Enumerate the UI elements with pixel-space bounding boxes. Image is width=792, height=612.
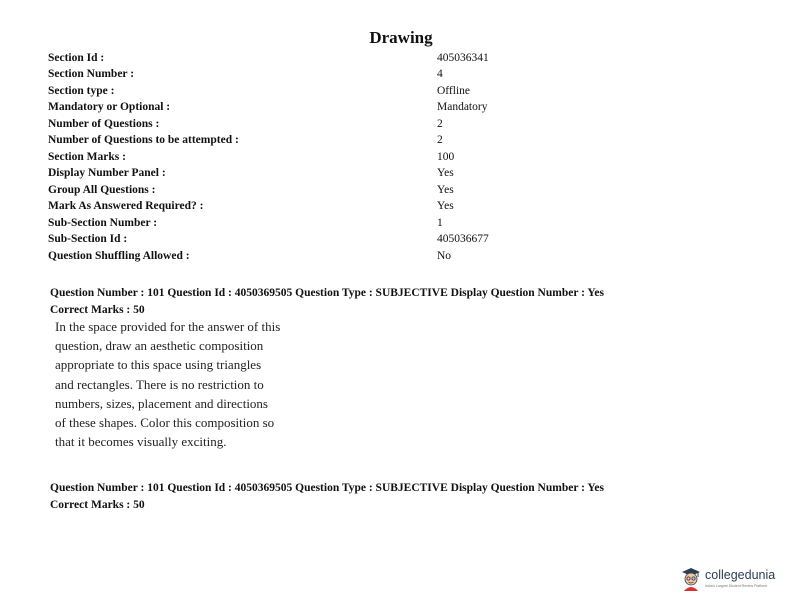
info-value: 4 <box>437 68 443 80</box>
question-header <box>50 285 750 319</box>
info-value: Offline <box>437 85 471 97</box>
info-value: Mandatory <box>437 101 488 113</box>
student-mascot-icon <box>680 567 702 591</box>
info-label: Mark As Answered Required? : <box>48 200 204 212</box>
collegedunia-logo <box>680 565 790 595</box>
question-text: In the space provided for the answer of this question, draw an aesthetic composition appropriate to this space using triangles and rectangles. There is no restriction to numbers, sizes, placement and directions of these shapes. Color this composition so that it becomes visually exciting. <box>55 319 281 450</box>
info-label: Mandatory or Optional : <box>48 101 171 113</box>
info-value: 405036341 <box>437 52 489 64</box>
info-label: Sub-Section Number : <box>48 217 158 229</box>
info-value: Yes <box>437 184 454 196</box>
info-row-sub-section-id <box>48 233 568 249</box>
question-meta: Question Number : 101 Question Id : 4050369505 Question Type : SUBJECTIVE Display Question Number : Yes <box>50 287 604 299</box>
info-row-group-all-questions <box>48 184 568 200</box>
info-row-questions-to-attempt <box>48 134 568 150</box>
question-header <box>50 480 750 514</box>
info-value: No <box>437 250 452 262</box>
info-label: Display Number Panel : <box>48 167 166 179</box>
info-row-section-id <box>48 52 568 68</box>
info-row-question-shuffling <box>48 250 568 266</box>
info-label: Section Marks : <box>48 151 126 163</box>
correct-marks: Correct Marks : 50 <box>50 499 145 511</box>
logo-tagline: India's Largest Student Review Platform <box>705 584 768 588</box>
info-row-mandatory <box>48 101 568 117</box>
info-row-section-marks <box>48 151 568 167</box>
info-label: Section type : <box>48 85 115 97</box>
info-row-section-type <box>48 85 568 101</box>
info-value: 405036677 <box>437 233 489 245</box>
info-label: Number of Questions : <box>48 118 160 130</box>
info-label: Group All Questions : <box>48 184 156 196</box>
info-value: 2 <box>437 134 443 146</box>
logo-name: collegedunia <box>705 568 776 582</box>
info-row-mark-as-answered <box>48 200 568 216</box>
info-value: Yes <box>437 200 454 212</box>
info-label: Section Number : <box>48 68 135 80</box>
info-label: Section Id : <box>48 52 105 64</box>
info-label: Question Shuffling Allowed : <box>48 250 190 262</box>
info-row-sub-section-number <box>48 217 568 233</box>
info-value: Yes <box>437 167 454 179</box>
info-row-number-of-questions <box>48 118 568 134</box>
info-value: 1 <box>437 217 443 229</box>
info-row-display-number-panel <box>48 167 568 183</box>
info-label: Sub-Section Id : <box>48 233 128 245</box>
page-title: Drawing <box>369 28 433 47</box>
info-row-section-number <box>48 68 568 84</box>
question-meta: Question Number : 101 Question Id : 4050369505 Question Type : SUBJECTIVE Display Question Number : Yes <box>50 482 604 494</box>
info-label: Number of Questions to be attempted : <box>48 134 239 146</box>
info-value: 2 <box>437 118 443 130</box>
info-value: 100 <box>437 151 455 163</box>
correct-marks: Correct Marks : 50 <box>50 304 145 316</box>
